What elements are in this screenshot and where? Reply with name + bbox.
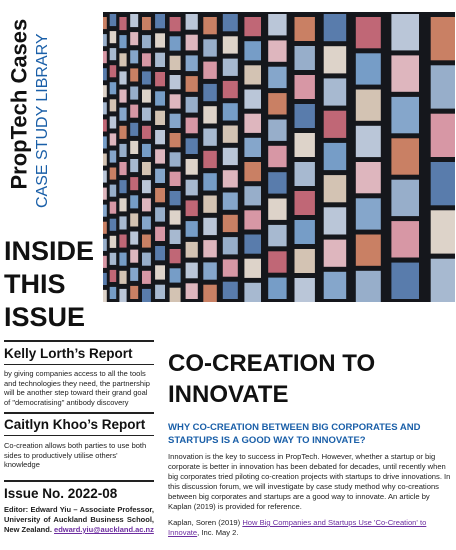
glass-fin (244, 235, 261, 254)
glass-fin (223, 170, 238, 187)
glass-fin (295, 46, 315, 70)
glass-fin (295, 17, 315, 41)
vertical-title-block (0, 0, 100, 230)
glass-fin (324, 46, 347, 73)
glass-fin (155, 33, 165, 47)
glass-fin (356, 271, 381, 302)
glass-fin (110, 82, 117, 94)
glass-fin (391, 97, 419, 133)
glass-fin (103, 205, 107, 217)
glass-fin (391, 14, 419, 50)
glass-fin (186, 55, 198, 71)
glass-fin (130, 87, 138, 100)
glass-fin (170, 210, 181, 224)
glass-fin (244, 186, 261, 205)
article-subheading: WHY CO-CREATION BETWEEN BIG CORPORATES AND STARTUPS IS A GOOD WAY TO INNOVATE? (168, 422, 421, 446)
glass-fin (103, 222, 107, 234)
glass-fin (223, 193, 238, 210)
glass-fin (170, 152, 181, 166)
inside-line-1: INSIDE (4, 236, 95, 266)
glass-fin (186, 14, 198, 30)
glass-fin (186, 180, 198, 196)
glass-fin (170, 172, 181, 186)
glass-fin (110, 133, 117, 145)
glass-fin (155, 72, 165, 86)
glass-fin (119, 17, 126, 30)
glass-fin (223, 215, 238, 232)
glass-fin (119, 53, 126, 66)
glass-fin (223, 126, 238, 143)
glass-fin (155, 130, 165, 144)
glass-fin (223, 282, 238, 299)
glass-fin (142, 71, 151, 84)
glass-fin (155, 111, 165, 125)
glass-fin (295, 162, 315, 186)
glass-fin (295, 133, 315, 157)
glass-fin (110, 219, 117, 231)
glass-fin (155, 14, 165, 28)
article-title (168, 348, 448, 410)
glass-fin (244, 283, 261, 302)
glass-fin (103, 68, 107, 80)
glass-fin (142, 271, 151, 284)
glass-fin (244, 65, 261, 84)
glass-fin (203, 129, 217, 146)
glass-fin (324, 240, 347, 267)
glass-fin (431, 162, 455, 205)
glass-fin (119, 35, 126, 48)
glass-fin (391, 55, 419, 91)
glass-fin (295, 220, 315, 244)
glass-fin (186, 283, 198, 299)
glass-fin (142, 126, 151, 139)
glass-fin (391, 138, 419, 174)
glass-fin (203, 39, 217, 56)
glass-fin (186, 76, 198, 92)
glass-fin (356, 162, 381, 193)
glass-fin (431, 114, 455, 157)
editor-info (4, 505, 154, 535)
glass-fin (130, 232, 138, 245)
glass-fin (324, 78, 347, 105)
glass-fin (391, 263, 419, 299)
glass-fin (130, 32, 138, 45)
glass-fin (186, 118, 198, 134)
glass-fin (324, 143, 347, 170)
glass-fin (268, 146, 286, 167)
glass-fin (103, 188, 107, 200)
divider (4, 480, 154, 482)
glass-fin (130, 105, 138, 118)
glass-fin (110, 14, 117, 26)
glass-fin (110, 185, 117, 197)
glass-fin (103, 256, 107, 268)
glass-fin (130, 268, 138, 281)
inside-line-2: THIS (4, 269, 66, 299)
glass-fin (119, 90, 126, 103)
glass-fin (142, 162, 151, 175)
facade-illustration (103, 12, 455, 302)
glass-fin (356, 126, 381, 157)
glass-fin (155, 91, 165, 105)
glass-fin (103, 136, 107, 148)
glass-fin (119, 289, 126, 302)
glass-fin (110, 116, 117, 128)
series-subtitle: CASE STUDY LIBRARY (34, 33, 51, 208)
glass-fin (170, 75, 181, 89)
glass-fin (119, 71, 126, 84)
glass-fin (186, 159, 198, 175)
glass-fin (356, 90, 381, 121)
glass-fin (119, 180, 126, 193)
glass-fin (130, 250, 138, 263)
glass-fin (186, 97, 198, 113)
glass-fin (295, 249, 315, 273)
glass-fin (203, 84, 217, 101)
glass-fin (324, 14, 347, 41)
glass-fin (103, 239, 107, 251)
glass-fin (268, 40, 286, 61)
glass-fin (170, 114, 181, 128)
glass-fin (223, 237, 238, 254)
glass-fin (103, 51, 107, 63)
reference-author: Kaplan, Soren (2019) (168, 518, 241, 527)
issue-number: Issue No. 2022-08 (4, 486, 118, 501)
glass-fin (203, 218, 217, 235)
glass-fin (130, 159, 138, 172)
divider (4, 364, 154, 365)
glass-fin (268, 93, 286, 114)
glass-fin (295, 75, 315, 99)
glass-fin (155, 285, 165, 299)
glass-fin (244, 17, 261, 36)
glass-fin (119, 162, 126, 175)
glass-fin (295, 104, 315, 128)
glass-fin (431, 259, 455, 302)
glass-fin (203, 240, 217, 257)
glass-fin (130, 68, 138, 81)
glass-fin (203, 106, 217, 123)
glass-fin (119, 144, 126, 157)
glass-fin (119, 253, 126, 266)
glass-fin (142, 180, 151, 193)
glass-fin (130, 123, 138, 136)
glass-fin (356, 53, 381, 84)
glass-fin (203, 173, 217, 190)
glass-fin (110, 99, 117, 111)
glass-fin (223, 36, 238, 53)
glass-fin (130, 286, 138, 299)
glass-fin (142, 235, 151, 248)
series-title: PropTech Cases (6, 18, 32, 190)
glass-fin (142, 90, 151, 103)
glass-fin (110, 168, 117, 180)
glass-fin (103, 273, 107, 285)
glass-fin (110, 48, 117, 60)
glass-fin (324, 272, 347, 299)
glass-fin (119, 198, 126, 211)
glass-fin (103, 102, 107, 114)
glass-fin (142, 198, 151, 211)
glass-fin (170, 17, 181, 31)
editor-text: Editor: Edward Yiu – Associate Professor, University of Auckland Business School, New Zealand. (4, 505, 154, 534)
glass-fin (186, 200, 198, 216)
reference-suffix: , Inc. May 2. (197, 528, 239, 537)
glass-fin (324, 175, 347, 202)
glass-fin (170, 191, 181, 205)
building-facade-photo (103, 12, 455, 302)
glass-fin (110, 202, 117, 214)
article-reference (168, 518, 452, 538)
glass-fin (142, 108, 151, 121)
glass-fin (155, 246, 165, 260)
glass-fin (244, 90, 261, 109)
glass-fin (244, 41, 261, 60)
glass-fin (244, 259, 261, 278)
report2-text: Co-creation allows both parties to use both sides to productively utilise others' knowledge (4, 441, 147, 469)
glass-fin (103, 290, 107, 302)
glass-fin (155, 265, 165, 279)
glass-fin (186, 221, 198, 237)
glass-fin (203, 17, 217, 34)
glass-fin (203, 62, 217, 79)
glass-fin (268, 120, 286, 141)
glass-fin (223, 14, 238, 31)
report1-title: Kelly Lorth’s Report (4, 346, 133, 361)
title-line-2: INNOVATE (168, 381, 289, 408)
glass-fin (244, 210, 261, 229)
glass-fin (130, 141, 138, 154)
glass-fin (119, 271, 126, 284)
glass-fin (268, 67, 286, 88)
glass-fin (203, 262, 217, 279)
article-body: Innovation is the key to success in PropTech. However, whether a startup or big corporate is better in innovation has been debated for decades, until recently when big corporates tried piloting co-creation projects with startups to drive innovations. In this discussion forum, we will investigate by case study method why co-creations between big corporates and startups are a good way to innovate. An article by Kaplan (2019) is provided for reference. (168, 452, 451, 511)
divider (4, 412, 154, 414)
glass-fin (119, 235, 126, 248)
glass-fin (103, 17, 107, 29)
glass-fin (170, 230, 181, 244)
inside-line-3: ISSUE (4, 302, 86, 332)
glass-fin (142, 53, 151, 66)
glass-fin (324, 207, 347, 234)
glass-fin (268, 225, 286, 246)
glass-fin (356, 235, 381, 266)
glass-fin (142, 144, 151, 157)
glass-fin (155, 53, 165, 67)
glass-fin (119, 108, 126, 121)
glass-fin (324, 111, 347, 138)
glass-fin (268, 172, 286, 193)
glass-fin (203, 285, 217, 302)
glass-fin (244, 138, 261, 157)
editor-email-link[interactable]: edward.yiu@auckland.ac.nz (54, 525, 154, 534)
glass-fin (431, 210, 455, 253)
glass-fin (223, 103, 238, 120)
glass-fin (110, 253, 117, 265)
glass-fin (142, 289, 151, 302)
glass-fin (103, 34, 107, 46)
glass-fin (130, 213, 138, 226)
glass-fin (170, 268, 181, 282)
divider (4, 340, 154, 342)
glass-fin (110, 270, 117, 282)
glass-fin (268, 278, 286, 299)
glass-fin (110, 151, 117, 163)
glass-fin (203, 196, 217, 213)
glass-fin (103, 154, 107, 166)
glass-fin (223, 59, 238, 76)
glass-fin (155, 169, 165, 183)
glass-fin (356, 17, 381, 48)
glass-fin (186, 242, 198, 258)
glass-fin (103, 171, 107, 183)
glass-fin (223, 148, 238, 165)
glass-fin (142, 253, 151, 266)
glass-fin (295, 191, 315, 215)
glass-fin (142, 35, 151, 48)
glass-fin (268, 14, 286, 35)
glass-fin (130, 177, 138, 190)
report2-title: Caitlyn Khoo’s Report (4, 417, 146, 432)
glass-fin (110, 65, 117, 77)
glass-fin (103, 119, 107, 131)
glass-fin (223, 81, 238, 98)
glass-fin (244, 162, 261, 181)
glass-fin (186, 138, 198, 154)
glass-fin (110, 236, 117, 248)
glass-fin (203, 151, 217, 168)
glass-fin (223, 259, 238, 276)
glass-fin (170, 133, 181, 147)
glass-fin (130, 14, 138, 27)
glass-fin (170, 56, 181, 70)
title-line-1: CO-CREATION TO (168, 350, 376, 377)
glass-fin (391, 221, 419, 257)
glass-fin (103, 85, 107, 97)
glass-fin (155, 149, 165, 163)
glass-fin (110, 31, 117, 43)
glass-fin (170, 94, 181, 108)
reference-link[interactable]: How Big Companies and Startups Use 'Co-Creation' to Innovate (168, 518, 427, 537)
glass-fin (431, 65, 455, 108)
glass-fin (170, 288, 181, 302)
glass-fin (130, 195, 138, 208)
glass-fin (170, 249, 181, 263)
glass-fin (155, 207, 165, 221)
glass-fin (130, 50, 138, 63)
glass-fin (155, 188, 165, 202)
glass-fin (186, 35, 198, 51)
glass-fin (295, 278, 315, 302)
glass-fin (244, 114, 261, 133)
glass-fin (356, 198, 381, 229)
report1-text: by giving companies access to all the tools and technologies they need, the partnership will be another step toward their grand goal of "democratising" antibody discovery (4, 369, 150, 407)
glass-fin (119, 126, 126, 139)
glass-fin (155, 227, 165, 241)
glass-fin (186, 263, 198, 279)
glass-fin (142, 17, 151, 30)
divider (4, 435, 154, 436)
glass-fin (268, 251, 286, 272)
glass-fin (110, 287, 117, 299)
glass-fin (268, 199, 286, 220)
glass-fin (142, 216, 151, 229)
glass-fin (391, 180, 419, 216)
glass-fin (170, 36, 181, 50)
inside-this-issue-heading (4, 235, 94, 334)
glass-fin (431, 17, 455, 60)
glass-fin (119, 216, 126, 229)
